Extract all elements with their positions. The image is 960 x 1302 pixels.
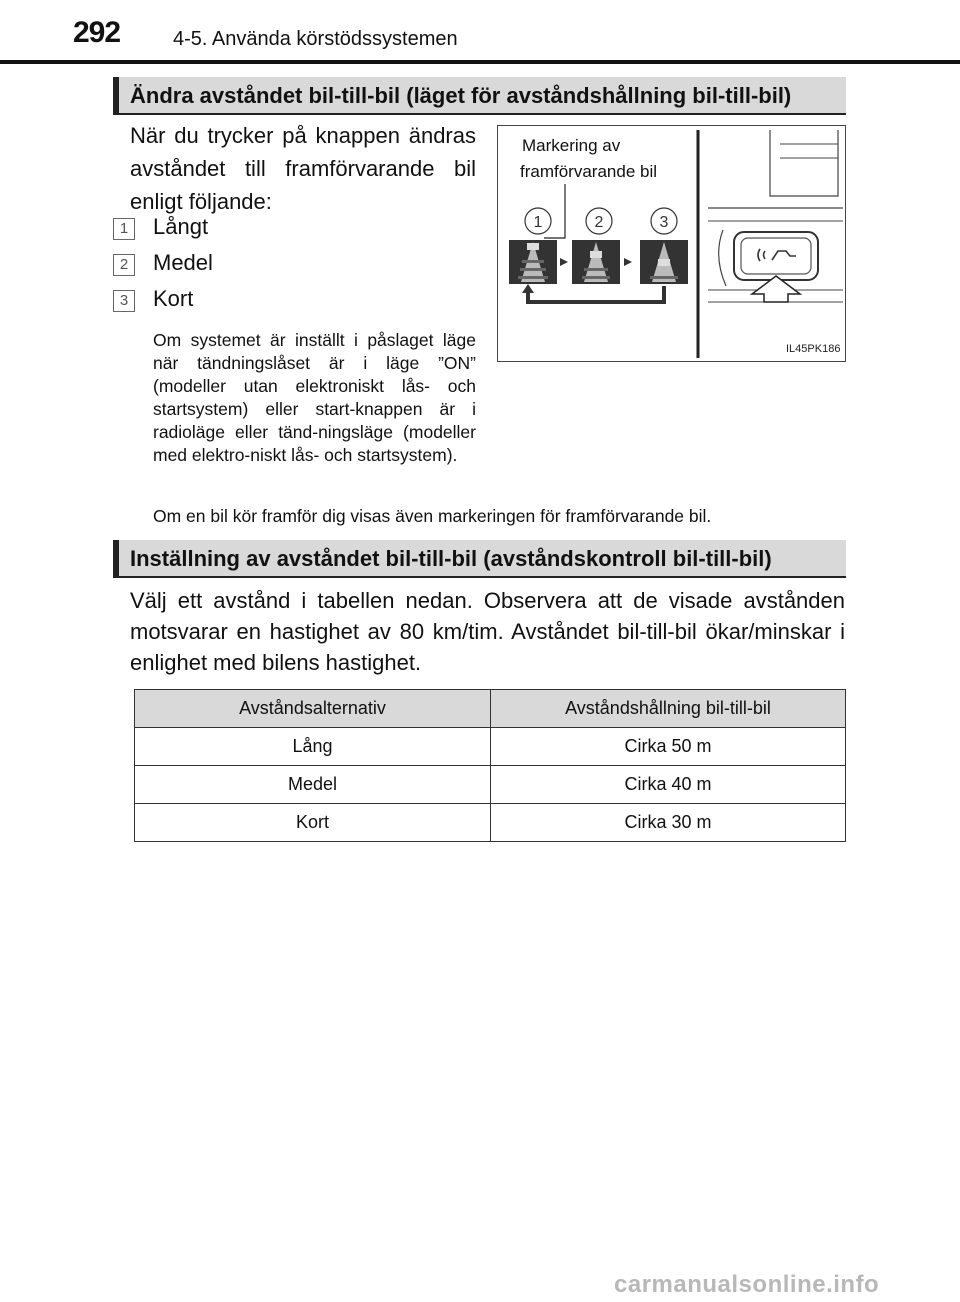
table-header-row (135, 690, 846, 728)
distance-table (134, 689, 846, 842)
table-header-cell: Avståndshållning bil-till-bil (491, 690, 846, 728)
step-number-badge: 1 (113, 218, 135, 240)
step-circle-2 (586, 208, 612, 234)
step-circle-3 (651, 208, 677, 234)
display-long-distance (509, 240, 557, 284)
site-watermark: carmanualsonline.info (614, 1271, 880, 1298)
arrow-up-icon (522, 284, 534, 293)
body-paragraph: Välj ett avstånd i tabellen nedan. Observera att de visade avstånden motsvarar en hastighet av 80 km/tim. Avståndet bil-till-bil ökar/minskar i enlighet med bilens hastighet. (130, 588, 845, 675)
step-number-badge: 2 (113, 254, 135, 276)
arrow-right-icon (624, 258, 632, 266)
section-heading-distance-setting (113, 540, 846, 578)
table-header-cell: Avståndsalternativ (135, 690, 491, 728)
figure-code: IL45PK186 (786, 343, 841, 355)
table-cell: Cirka 40 m (491, 766, 846, 804)
page-number: 292 (73, 16, 121, 49)
note-power-mode: Om systemet är inställt i påslaget läge när tändningslåset är i läge ”ON” (modeller utan elektroniskt lås- och startsystem) eller start-knappen är i radioläge eller tänd-ningsläge (modeller med elektro-niskt lås- och startsystem). (153, 330, 476, 465)
note-preceding-vehicle: Om en bil kör framför dig visas även markeringen för framförvarande bil. (153, 506, 712, 526)
table-cell: Cirka 50 m (491, 728, 846, 766)
arrow-right-icon (560, 258, 568, 266)
intro-paragraph: När du trycker på knappen ändras avståndet till framförvarande bil enligt följande: (130, 123, 476, 214)
header-rule (0, 60, 960, 64)
list-item-label: Medel (153, 250, 213, 275)
display-short-distance (640, 240, 688, 284)
dash-panel-outline (770, 130, 838, 196)
table-cell: Cirka 30 m (491, 804, 846, 842)
distance-switch-button (734, 232, 818, 280)
step-number-badge: 3 (113, 290, 135, 312)
table-cell: Medel (135, 766, 491, 804)
svg-text:3: 3 (659, 214, 669, 231)
section-heading-distance-change (113, 77, 846, 115)
step-circle-1 (525, 208, 551, 234)
illustration-svg (498, 126, 845, 361)
chapter-title: 4-5. Använda körstödssystemen (173, 28, 458, 50)
callout-line-2: framförvarande bil (520, 162, 658, 181)
distance-button-illustration (497, 125, 846, 362)
callout-line-1: Markering av (522, 136, 621, 155)
table-cell: Lång (135, 728, 491, 766)
list-item-label: Långt (153, 214, 209, 239)
table-row (135, 766, 846, 804)
list-item-label: Kort (153, 286, 194, 311)
section-title: Inställning av avståndet bil-till-bil (avståndskontroll bil-till-bil) (130, 546, 772, 571)
cycle-return-arrow (528, 286, 664, 302)
svg-text:2: 2 (594, 214, 604, 231)
section-title: Ändra avståndet bil-till-bil (läget för avståndshållning bil-till-bil) (130, 83, 792, 108)
svg-text:1: 1 (533, 214, 543, 231)
table-row (135, 728, 846, 766)
table-row (135, 804, 846, 842)
page-header (0, 0, 960, 64)
table-cell: Kort (135, 804, 491, 842)
display-medium-distance (572, 240, 620, 284)
panel-curve (719, 230, 726, 286)
